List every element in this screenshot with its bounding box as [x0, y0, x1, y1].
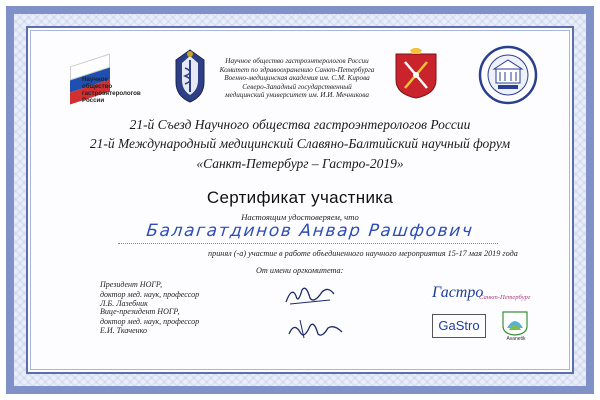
forum-title: 21-й Международный медицинский Славяно-Балтийский научный форум: [89, 136, 511, 151]
university-seal-icon: [478, 45, 538, 105]
event-name: «Санкт-Петербург – Гастро-2019»: [196, 156, 404, 171]
avanetik-label: Avanetik: [506, 336, 526, 342]
gastro-box-logo: GaStro: [432, 314, 486, 338]
avanetik-icon: [500, 310, 530, 336]
testify-text: Настоящим удостоверяем, что: [241, 212, 359, 222]
president-signature: [282, 282, 338, 308]
name-underline: [118, 243, 498, 244]
gastro-logo: [432, 284, 542, 310]
congress-title: 21-й Съезд Научного общества гастроэнтерологов России: [129, 117, 471, 132]
gastro-logo-main: Гастро: [432, 284, 484, 301]
participant-name: Балагатдинов Анвар Рашфович: [145, 221, 475, 241]
participation-text: принял (-а) участие в работе объединенного научного мероприятия 15-17 мая 2019 года: [208, 249, 518, 258]
ngor-logo: [70, 54, 180, 104]
ngor-logo-text: Научное общество гастроэнтерологов России: [82, 76, 141, 104]
signatory-vice-president: Вице-президент НОГР, доктор мед. наук, профессор Е.И. Ткаченко: [100, 307, 200, 336]
military-medical-emblem-icon: [170, 46, 210, 106]
vice-president-signature: [286, 316, 346, 342]
signatory-president: Президент НОГР, доктор мед. наук, профессор Л.Б. Лазебник: [100, 280, 200, 309]
gastro-logo-sub: Санкт-Петербург: [479, 294, 531, 301]
certificate-title: Сертификат участника: [206, 188, 394, 207]
avanetik-logo: [500, 310, 530, 342]
spb-coat-of-arms-icon: [393, 48, 439, 100]
orgcomm-label: От имени оргкомитета:: [256, 266, 344, 275]
organizers-list: Научное общество гастроэнтерологов России Комитет по здравоохранению Санкт-Петербурга Военно-медицинская академия им. С.М. Кирова Северо-Западный государственный медицинский университет им. И.И. Мечникова: [219, 57, 375, 100]
